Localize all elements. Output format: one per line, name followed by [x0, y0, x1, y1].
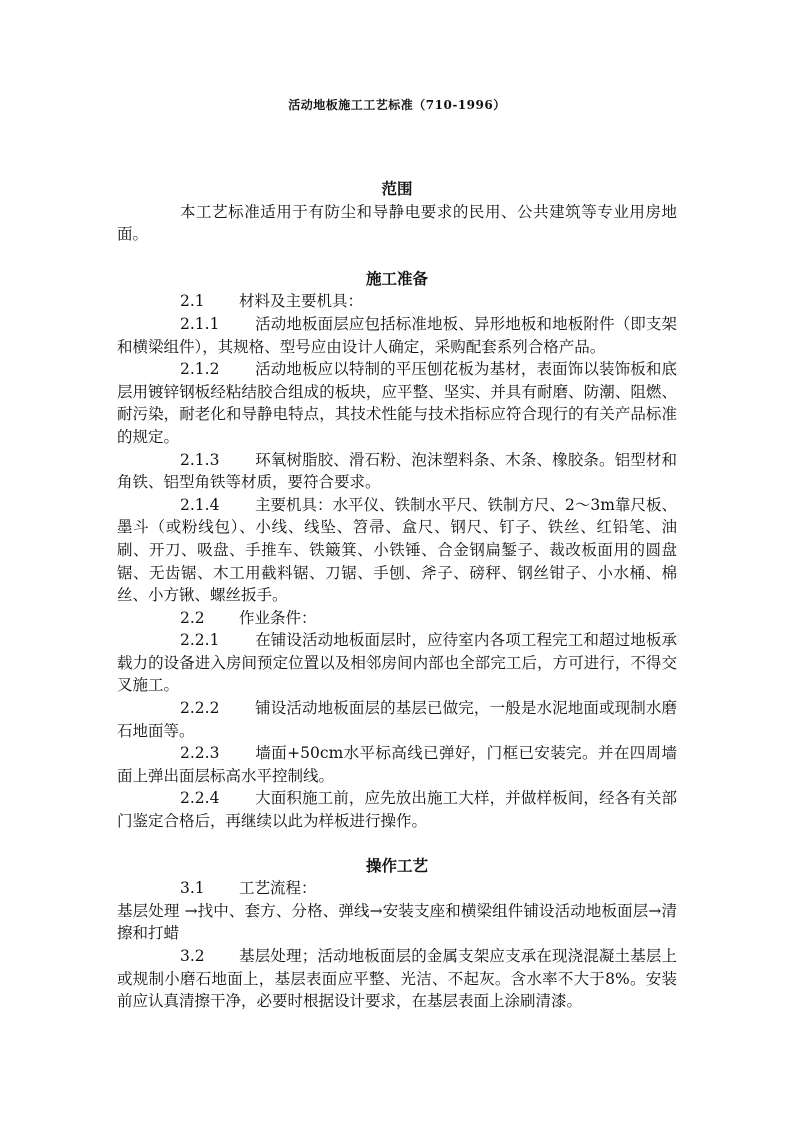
document-body	[117, 178, 677, 1013]
clause-text: 活动地板面层应包括标准地板、异形地板和地板附件（即支架和横梁组件），其规格、型号应由设计人确定，采购配套系列合格产品。	[117, 314, 677, 356]
section-heading-process: 操作工艺	[365, 855, 428, 875]
clause-number: 2.2.2	[180, 699, 220, 718]
document-title: 活动地板施工工艺标准（710-1996）	[288, 98, 506, 112]
clause-number: 2.1.1	[180, 314, 220, 333]
clause-2-2	[117, 607, 677, 630]
clause-text: 墙面+50cm水平标高线已弹好，门框已安装完。并在四周墙面上弹出面层标高水平控制线。	[117, 744, 677, 785]
clause-2-1-2	[117, 358, 677, 448]
clause-text: 主要机具：水平仪、铁制水平尺、铁制方尺、2～3m靠尺板、墨斗（或粉线包）、小线、线坠、笤帚、盒尺、钢尺、钉子、铁丝、红铅笔、油刷、开刀、吸盘、手推车、铁簸箕、小铁锤、合金钢扁錾子、裁改板面用的圆盘锯、无齿锯、木工用截料锯、刀锯、手刨、斧子、磅秤、钢丝钳子、小水桶、棉丝、小方锹、螺丝扳手。	[117, 495, 677, 605]
clause-number: 3.2	[180, 947, 205, 965]
clause-text: 活动地板应以特制的平压刨花板为基材，表面饰以装饰板和底层用镀锌钢板经粘结胶合组成的板块，应平整、坚实、并具有耐磨、防潮、阻燃、耐污染，耐老化和导静电特点，其技术性能与技术指标应符合现行的有关产品标准的规定。	[117, 360, 677, 446]
clause-number: 2.2.3	[180, 744, 220, 763]
clause-text: 大面积施工前，应先放出施工大样，并做样板间，经各有关部门鉴定合格后，再继续以此为样板进行操作。	[117, 789, 677, 831]
clause-2-1-4	[117, 494, 677, 607]
clause-2-1-1	[117, 313, 677, 358]
clause-3-2	[117, 945, 677, 1013]
clause-number: 2.1.3	[180, 450, 220, 469]
clause-text: 基层处理；活动地板面层的金属支架应支承在现浇混凝土基层上或规制小磨石地面上，基层表面应平整、光洁、不起灰。含水率不大于8%。安装前应认真清擦干净，必要时根据设计要求，在基层表面上涂刷清漆。	[117, 947, 677, 1011]
clause-2-2-2	[117, 697, 677, 742]
clause-text: 作业条件：	[239, 608, 317, 627]
clause-number: 2.2	[180, 608, 205, 627]
clause-2-2-3	[117, 742, 677, 787]
clause-text: 环氧树脂胶、滑石粉、泡沫塑料条、木条、橡胶条。铝型材和角铁、铝型角铁等材质，要符合要求。	[117, 450, 677, 492]
clause-number: 2.1.2	[180, 360, 220, 379]
clause-2-1	[117, 290, 677, 313]
clause-number: 2.1.4	[180, 495, 220, 514]
clause-2-2-1	[117, 629, 677, 697]
clause-number: 2.2.4	[180, 789, 220, 808]
clause-number: 2.2.1	[180, 631, 220, 650]
clause-2-1-3	[117, 449, 677, 494]
clause-number: 2.1	[180, 292, 205, 311]
section-heading-preparation: 施工准备	[365, 268, 428, 288]
clause-text: 材料及主要机具：	[239, 292, 364, 311]
section-heading-scope: 范围	[381, 179, 413, 198]
clause-text: 工艺流程：	[239, 879, 317, 898]
clause-text: 在铺设活动地板面层时，应待室内各项工程完工和超过地板承载力的设备进入房间预定位置以及相邻房间内部也全部完工后，方可进行，不得交叉施工。	[117, 631, 677, 695]
clause-2-2-4	[117, 787, 677, 832]
clause-number: 3.1	[180, 879, 205, 898]
process-flow: 基层处理 →找中、套方、分格、弹线→安装支座和横梁组件铺设活动地板面层→清擦和打蜡	[117, 901, 677, 943]
clause-3-1	[117, 877, 677, 900]
scope-paragraph: 本工艺标准适用于有防尘和导静电要求的民用、公共建筑等专业用房地面。	[117, 202, 677, 244]
clause-text: 铺设活动地板面层的基层已做完，一般是水泥地面或现制水磨石地面等。	[117, 699, 677, 740]
